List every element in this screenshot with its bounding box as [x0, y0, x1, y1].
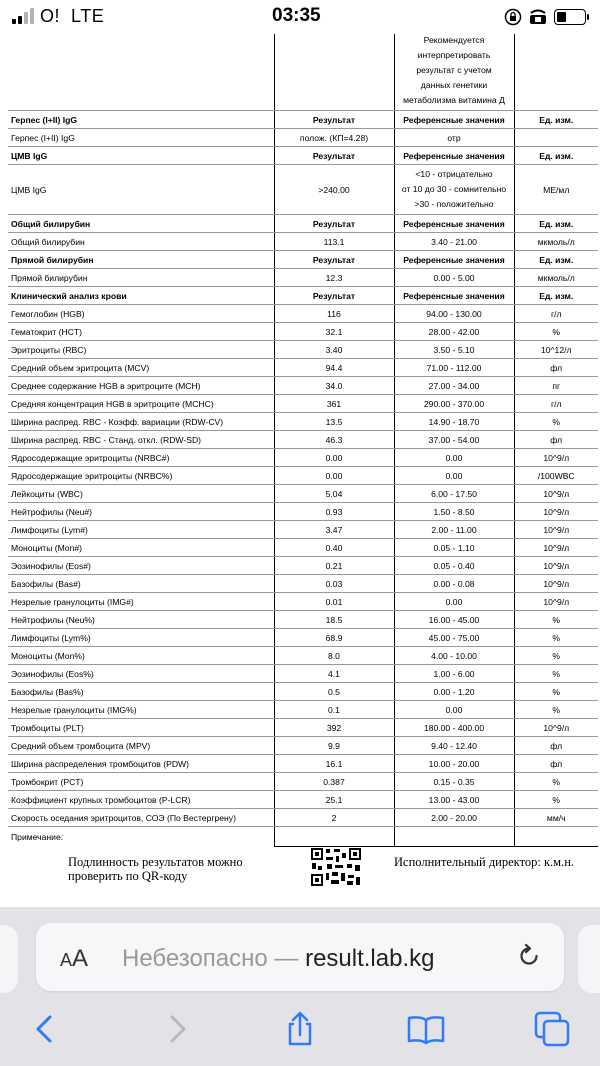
test-name: Скорость оседания эритроцитов, СОЭ (По Вестергрену) [8, 809, 274, 827]
unit: пг [514, 377, 598, 395]
table-row [8, 773, 598, 791]
result-value: Результат [274, 251, 394, 269]
test-name: Гемоглобин (HGB) [8, 305, 274, 323]
result-value: 0.00 [274, 467, 394, 485]
test-name: Средняя концентрация HGB в эритроците (MCHC) [8, 395, 274, 413]
unit: 10^12/л [514, 341, 598, 359]
reference-range: 290.00 - 370.00 [394, 395, 514, 413]
reference-line: от 10 до 30 - сомнительно [401, 184, 507, 194]
result-value: 0.21 [274, 557, 394, 575]
result-value: 3.47 [274, 521, 394, 539]
result-value: 5.04 [274, 485, 394, 503]
report-footer [0, 855, 600, 915]
unit: фл [514, 359, 598, 377]
section-header-row [8, 251, 598, 269]
result-value: 8.0 [274, 647, 394, 665]
unit: % [514, 647, 598, 665]
table-row [8, 377, 598, 395]
unit: 10^9/л [514, 719, 598, 737]
lab-results-table [8, 30, 598, 847]
unit: фл [514, 755, 598, 773]
unit [514, 129, 598, 147]
reference-range: 3.50 - 5.10 [394, 341, 514, 359]
unit: Ед. изм. [514, 215, 598, 233]
table-row [8, 593, 598, 611]
unit: % [514, 773, 598, 791]
test-name: Нейтрофилы (Neu#) [8, 503, 274, 521]
table-row [8, 611, 598, 629]
reference-range: 0.00 [394, 701, 514, 719]
previous-tab-preview[interactable] [0, 925, 18, 993]
result-value: 0.93 [274, 503, 394, 521]
bookmarks-icon[interactable] [406, 1009, 446, 1049]
reference-range [394, 165, 514, 215]
reference-range: 45.00 - 75.00 [394, 629, 514, 647]
orientation-lock-icon [504, 8, 522, 26]
reference-range: 16.00 - 45.00 [394, 611, 514, 629]
table-row [8, 323, 598, 341]
test-name: Герпес (I+II) IgG [8, 129, 274, 147]
unit: Ед. изм. [514, 287, 598, 305]
unit: 10^9/л [514, 575, 598, 593]
table-row [8, 413, 598, 431]
test-name: Незрелые гранулоциты (IMG#) [8, 593, 274, 611]
result-value: 0.03 [274, 575, 394, 593]
unit: фл [514, 431, 598, 449]
unit: мм/ч [514, 809, 598, 827]
reference-range: Референсные значения [394, 147, 514, 165]
test-name: Эозинофилы (Eos#) [8, 557, 274, 575]
security-warning-label: Небезопасно — [122, 945, 299, 972]
reference-range: 13.00 - 43.00 [394, 791, 514, 809]
reference-range [394, 827, 514, 847]
test-name: Эозинофилы (Eos%) [8, 665, 274, 683]
table-row [8, 665, 598, 683]
test-name: Лимфоциты (Lym%) [8, 629, 274, 647]
unit: Ед. изм. [514, 147, 598, 165]
reference-range: 2.00 - 11.00 [394, 521, 514, 539]
tabs-icon[interactable] [532, 1009, 572, 1049]
table-row [8, 485, 598, 503]
unit: мкмоль/л [514, 233, 598, 251]
forward-icon[interactable] [156, 1009, 196, 1049]
browser-toolbar [0, 999, 600, 1059]
note-line: данных генетики [420, 79, 488, 90]
test-name: Ширина распред. RBC - Коэфф. вариации (RDW-CV) [8, 413, 274, 431]
reference-range: 0.00 - 1.20 [394, 683, 514, 701]
reference-range: 94.00 - 130.00 [394, 305, 514, 323]
table-row [8, 755, 598, 773]
unit: 10^9/л [514, 557, 598, 575]
table-row [8, 305, 598, 323]
result-value: 18.5 [274, 611, 394, 629]
reference-range: 0.00 [394, 449, 514, 467]
page-settings-button[interactable]: AA [60, 945, 89, 972]
table-row [8, 719, 598, 737]
address-bar[interactable] [36, 923, 564, 991]
result-value: 13.5 [274, 413, 394, 431]
result-value: Результат [274, 287, 394, 305]
vitamin-d-interpretation-note [394, 30, 514, 111]
director-signature-label: Исполнительный директор: к.м.н. [394, 855, 575, 869]
unit: Ед. изм. [514, 251, 598, 269]
unit: /100WBC [514, 467, 598, 485]
share-icon[interactable] [280, 1009, 320, 1049]
reference-range: 2.00 - 20.00 [394, 809, 514, 827]
reference-range: 4.00 - 10.00 [394, 647, 514, 665]
result-value: 361 [274, 395, 394, 413]
test-name: Моноциты (Mon%) [8, 647, 274, 665]
reference-range: 180.00 - 400.00 [394, 719, 514, 737]
unit: % [514, 611, 598, 629]
next-tab-preview[interactable] [578, 925, 600, 993]
result-value: Результат [274, 215, 394, 233]
unit: мкмоль/л [514, 269, 598, 287]
table-row [8, 129, 598, 147]
unit: % [514, 683, 598, 701]
result-value [274, 827, 394, 847]
url-host: result.lab.kg [305, 945, 435, 972]
reference-range: 0.00 [394, 467, 514, 485]
reference-line: <10 - отрицательно [415, 169, 493, 179]
signal-strength-icon [12, 8, 34, 24]
table-row [8, 539, 598, 557]
test-name: Эритроциты (RBC) [8, 341, 274, 359]
test-name: ЦМВ IgG [8, 147, 274, 165]
reference-range: Референсные значения [394, 251, 514, 269]
result-value: 0.387 [274, 773, 394, 791]
authenticity-note: Подлинность результатов можно проверить по QR-коду [68, 855, 243, 883]
test-name: Клинический анализ крови [8, 287, 274, 305]
unit: % [514, 413, 598, 431]
reference-range: отр [394, 129, 514, 147]
reference-range: 0.05 - 0.40 [394, 557, 514, 575]
test-name: Ширина распред. RBC - Станд. откл. (RDW-SD) [8, 431, 274, 449]
reference-range: Референсные значения [394, 215, 514, 233]
table-row [8, 791, 598, 809]
table-row [8, 431, 598, 449]
test-name: Гематокрит (HCT) [8, 323, 274, 341]
unit: % [514, 665, 598, 683]
unit: % [514, 323, 598, 341]
result-value: >240.00 [274, 165, 394, 215]
test-name: Базофилы (Bas#) [8, 575, 274, 593]
result-value: 0.5 [274, 683, 394, 701]
section-header-row [8, 287, 598, 305]
unit: % [514, 701, 598, 719]
reference-range: 0.15 - 0.35 [394, 773, 514, 791]
battery-icon [554, 9, 586, 25]
result-value: Результат [274, 147, 394, 165]
result-value: 0.1 [274, 701, 394, 719]
test-name: Нейтрофилы (Neu%) [8, 611, 274, 629]
reference-range: Референсные значения [394, 287, 514, 305]
reference-range: 37.00 - 54.00 [394, 431, 514, 449]
table-row [8, 809, 598, 827]
reference-range: Референсные значения [394, 111, 514, 129]
result-value: 4.1 [274, 665, 394, 683]
note-line: результат с учетом [416, 64, 492, 75]
result-value: 25.1 [274, 791, 394, 809]
table-row [8, 629, 598, 647]
test-name: Прямой билирубин [8, 269, 274, 287]
unit: 10^9/л [514, 521, 598, 539]
reload-icon[interactable] [514, 941, 544, 971]
reference-range: 0.00 [394, 593, 514, 611]
table-row [8, 647, 598, 665]
unit [514, 827, 598, 847]
reference-range: 71.00 - 112.00 [394, 359, 514, 377]
unit: 10^9/л [514, 539, 598, 557]
result-value: Результат [274, 111, 394, 129]
section-header-row [8, 147, 598, 165]
result-value: 9.9 [274, 737, 394, 755]
reference-line: >30 - положительно [414, 199, 494, 209]
reference-range: 10.00 - 20.00 [394, 755, 514, 773]
test-name: Герпес (I+II) IgG [8, 111, 274, 129]
reference-range: 0.00 - 0.08 [394, 575, 514, 593]
table-row [8, 575, 598, 593]
result-value: 3.40 [274, 341, 394, 359]
result-value: 16.1 [274, 755, 394, 773]
reference-range: 3.40 - 21.00 [394, 233, 514, 251]
table-row [8, 449, 598, 467]
safari-bottom-chrome [0, 907, 600, 1066]
table-row [8, 165, 598, 215]
table-row [8, 521, 598, 539]
table-row [8, 269, 598, 287]
unit: фл [514, 737, 598, 755]
vitamin-d-note-row [8, 30, 598, 111]
result-value: 116 [274, 305, 394, 323]
result-value: 32.1 [274, 323, 394, 341]
remark-row [8, 827, 598, 847]
test-name: Базофилы (Bas%) [8, 683, 274, 701]
result-value: 12.3 [274, 269, 394, 287]
status-bar [0, 0, 600, 34]
url-display[interactable] [122, 945, 434, 973]
unit: 10^9/л [514, 449, 598, 467]
test-name: Средний объем эритроцита (MCV) [8, 359, 274, 377]
result-value: 0.00 [274, 449, 394, 467]
result-value: 392 [274, 719, 394, 737]
note-line: метаболизма витамина Д [403, 94, 505, 105]
back-icon[interactable] [26, 1009, 66, 1049]
reference-range: 6.00 - 17.50 [394, 485, 514, 503]
test-name: Ядросодержащие эритроциты (NRBC#) [8, 449, 274, 467]
unit: 10^9/л [514, 503, 598, 521]
test-name: Незрелые гранулоциты (IMG%) [8, 701, 274, 719]
qr-code-icon [310, 847, 362, 887]
unit: % [514, 629, 598, 647]
reference-range: 28.00 - 42.00 [394, 323, 514, 341]
result-value: полож. (КП=4.28) [274, 129, 394, 147]
network-type: LTE [71, 6, 105, 26]
reference-range: 9.40 - 12.40 [394, 737, 514, 755]
table-row [8, 359, 598, 377]
test-name: Лимфоциты (Lym#) [8, 521, 274, 539]
result-value: 34.0 [274, 377, 394, 395]
test-name: Коэффициент крупных тромбоцитов (P-LCR) [8, 791, 274, 809]
test-name: Примечание: [11, 831, 64, 842]
unit: Ед. изм. [514, 111, 598, 129]
result-value: 0.01 [274, 593, 394, 611]
table-row [8, 701, 598, 719]
reference-range: 0.00 - 5.00 [394, 269, 514, 287]
reference-range: 27.00 - 34.00 [394, 377, 514, 395]
result-value: 2 [274, 809, 394, 827]
test-name: Тромбоциты (PLT) [8, 719, 274, 737]
test-name: Прямой билирубин [8, 251, 274, 269]
note-line: Рекомендуется [423, 34, 485, 45]
reference-range: 14.90 - 18.70 [394, 413, 514, 431]
test-name: Среднее содержание HGB в эритроците (MCH) [8, 377, 274, 395]
table-row [8, 683, 598, 701]
test-name: Общий билирубин [8, 215, 274, 233]
unit: г/л [514, 305, 598, 323]
test-name: Тромбокрит (PCT) [8, 773, 274, 791]
result-value: 68.9 [274, 629, 394, 647]
table-row [8, 341, 598, 359]
clock: 03:35 [272, 5, 321, 26]
test-name: Общий билирубин [8, 233, 274, 251]
unit: 10^9/л [514, 485, 598, 503]
call-forwarding-icon [528, 8, 548, 26]
test-name: Средний объем тромбоцита (MPV) [8, 737, 274, 755]
result-value: 113.1 [274, 233, 394, 251]
section-header-row [8, 111, 598, 129]
test-name: ЦМВ IgG [8, 165, 274, 215]
unit: МЕ/мл [514, 165, 598, 215]
note-line: интерпретировать [417, 49, 491, 60]
unit: г/л [514, 395, 598, 413]
result-value: 46.3 [274, 431, 394, 449]
table-row [8, 503, 598, 521]
table-row [8, 737, 598, 755]
test-name: Лейкоциты (WBC) [8, 485, 274, 503]
table-row [8, 557, 598, 575]
test-name: Ядросодержащие эритроциты (NRBC%) [8, 467, 274, 485]
test-name: Ширина распределения тромбоцитов (PDW) [8, 755, 274, 773]
reference-range: 1.00 - 6.00 [394, 665, 514, 683]
table-row [8, 233, 598, 251]
table-row [8, 467, 598, 485]
test-name: Моноциты (Mon#) [8, 539, 274, 557]
unit: % [514, 791, 598, 809]
result-value: 0.40 [274, 539, 394, 557]
carrier-label: O! LTE [40, 6, 105, 26]
section-header-row [8, 215, 598, 233]
unit: 10^9/л [514, 593, 598, 611]
reference-range: 1.50 - 8.50 [394, 503, 514, 521]
table-row [8, 395, 598, 413]
result-value: 94.4 [274, 359, 394, 377]
reference-range: 0.05 - 1.10 [394, 539, 514, 557]
